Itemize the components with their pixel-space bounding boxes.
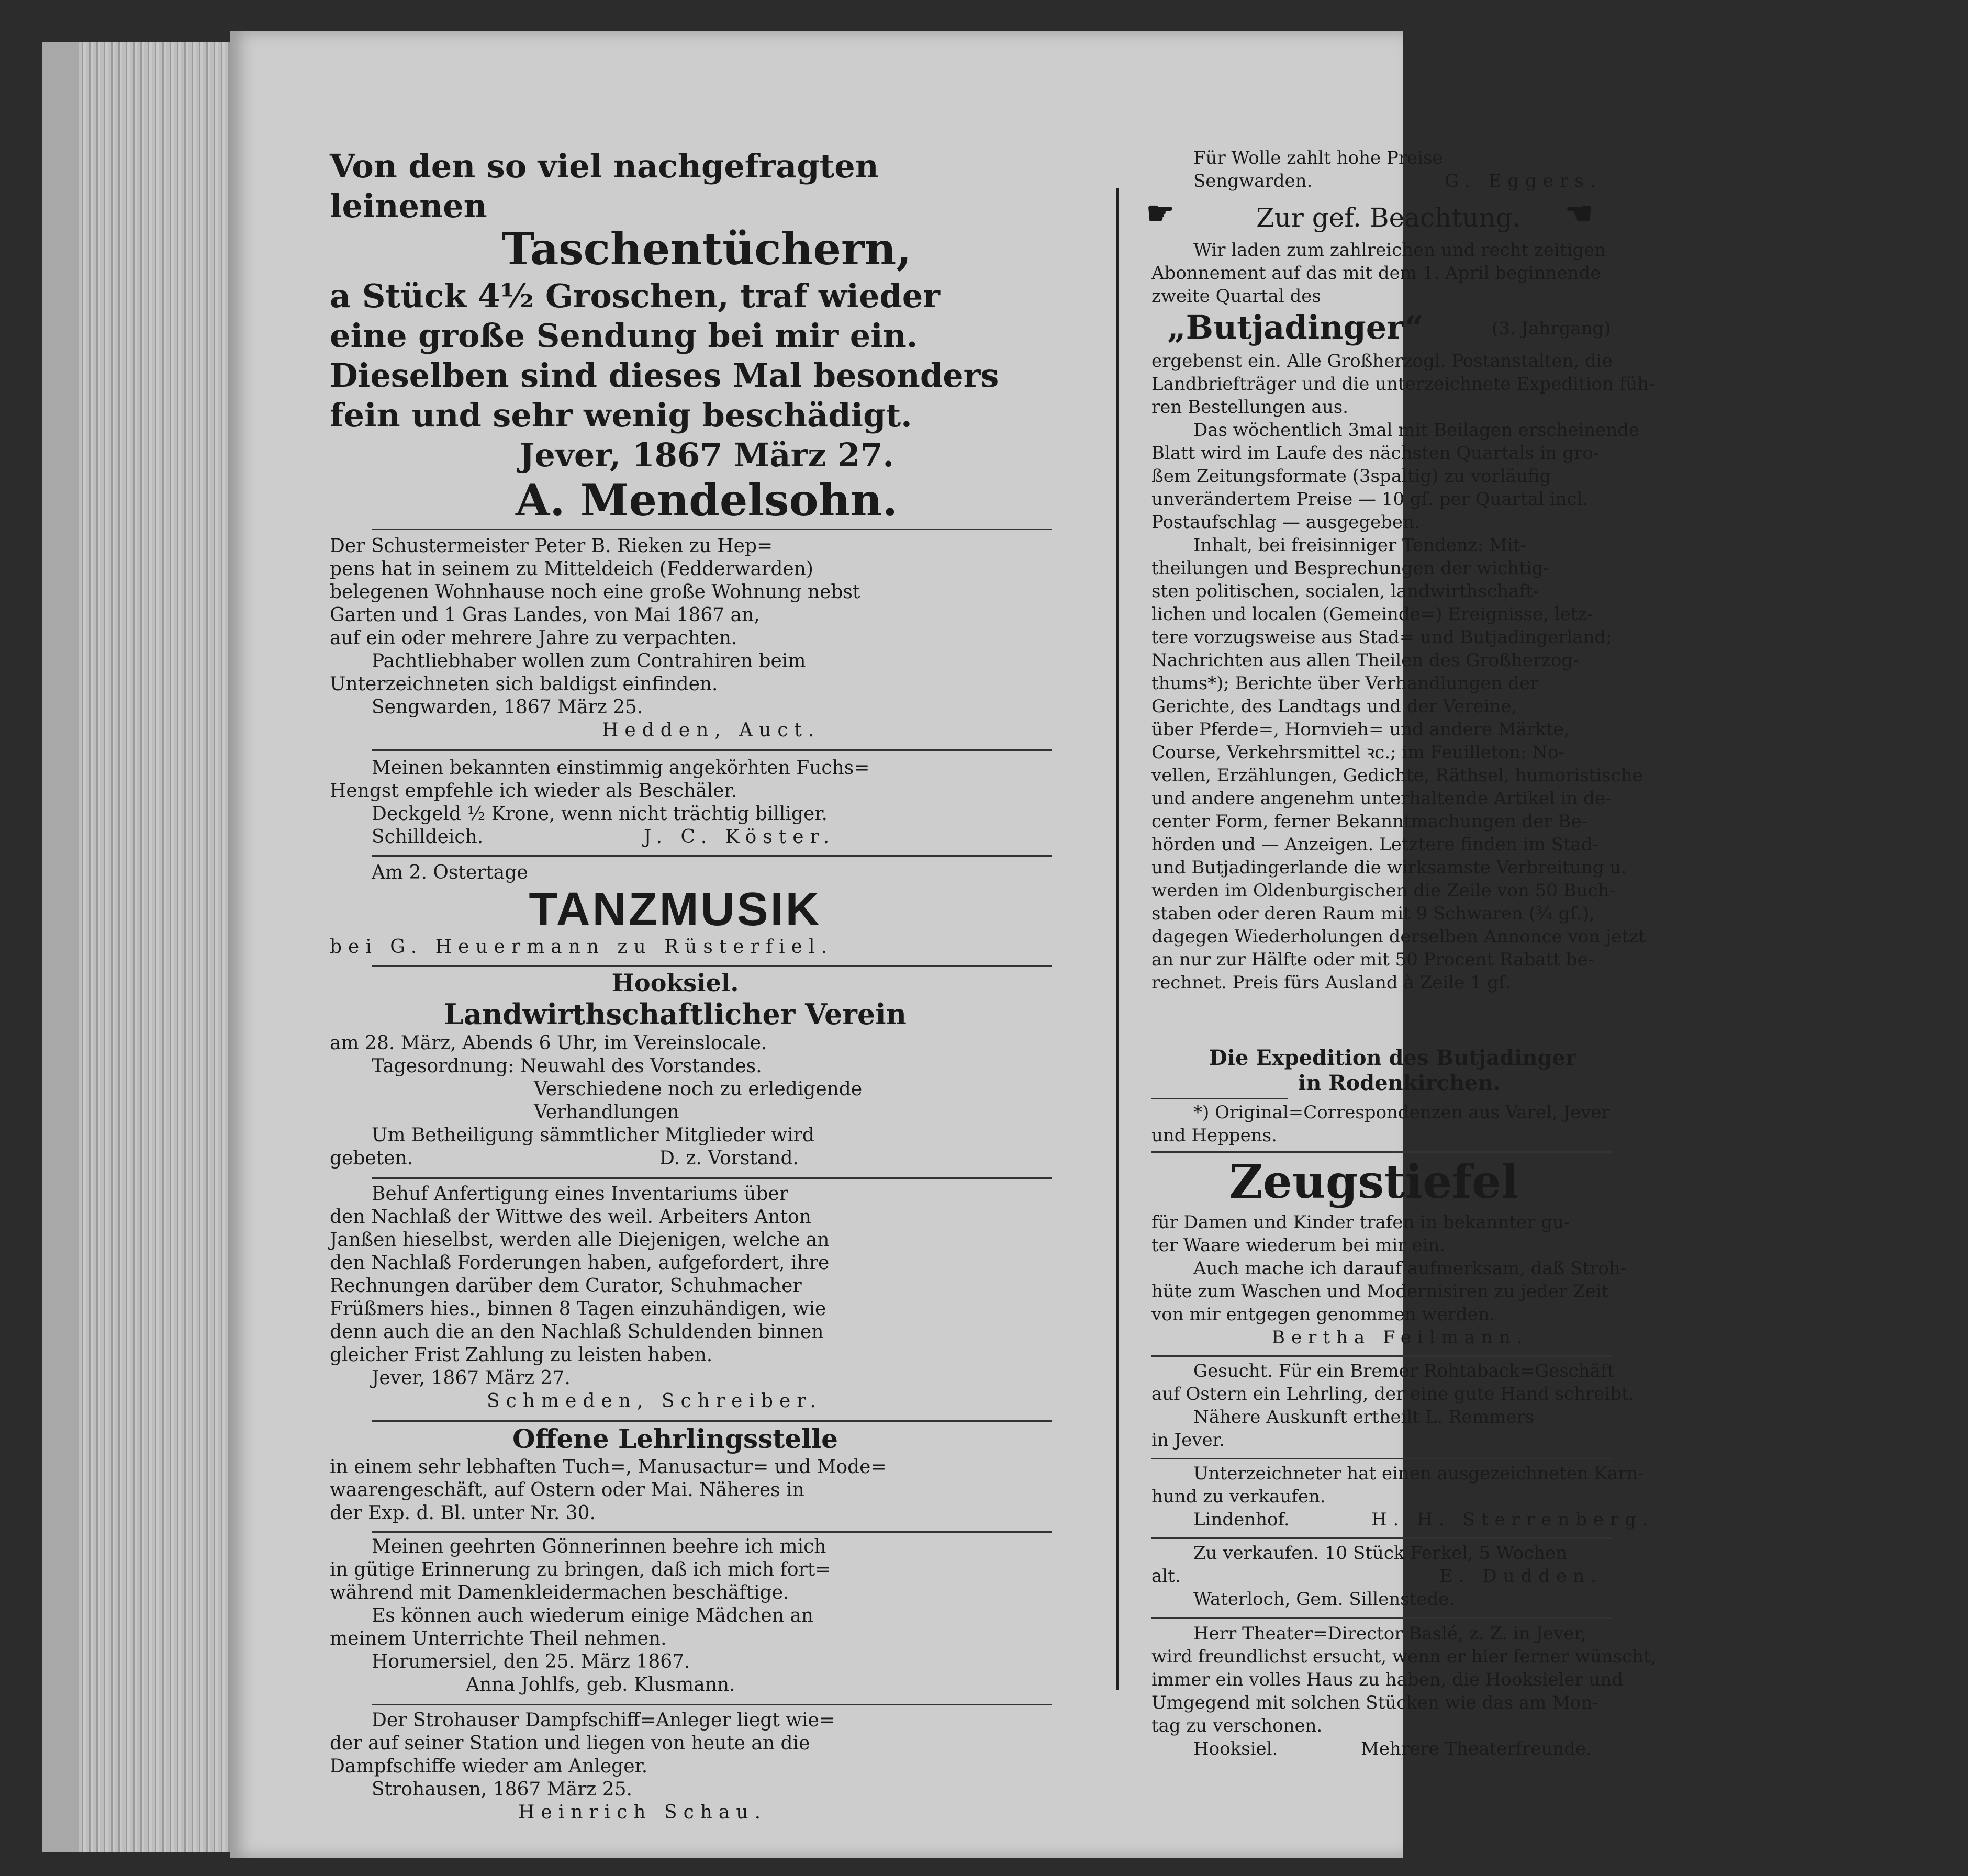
pointing-hand-right-icon: ☛ — [1146, 195, 1175, 232]
ad-line: hund zu verkaufen. — [1151, 1486, 1326, 1507]
ad-line: der Exp. d. Bl. unter Nr. 30. — [330, 1502, 596, 1524]
ad-line: Wir laden zum zahlreichen und recht zeitigen — [1193, 240, 1606, 261]
ad-line: bei G. Heuermann zu Rüsterfiel. — [330, 936, 833, 958]
ad-headline: TANZMUSIK — [529, 883, 822, 936]
ad-line: eine große Sendung bei mir ein. — [330, 317, 918, 355]
ad-line: dagegen Wiederholungen derselben Annonce von jetzt — [1151, 926, 1646, 947]
ad-line: über Pferde=, Hornvieh= und andere Märkte, — [1151, 719, 1570, 740]
ad-line: Von den so viel nachgefragten — [330, 147, 879, 185]
ad-line: an nur zur Hälfte oder mit 50 Procent Rabatt be- — [1151, 949, 1594, 970]
ad-line: und Butjadingerlande die wirksamste Verbreitung u. — [1151, 857, 1627, 878]
ad-line: Meinen bekannten einstimmig angekörhten Fuchs= — [372, 757, 870, 779]
separator — [372, 1177, 1052, 1179]
ad-headline: Zur gef. Beachtung. — [1256, 203, 1521, 233]
ad-line: Nähere Auskunft ertheilt L. Remmers — [1193, 1407, 1535, 1428]
newspaper-title: „Butjadinger“ — [1167, 308, 1424, 346]
ad-line: Inhalt, bei freisinniger Tendenz: Mit- — [1193, 535, 1526, 556]
ad-signature: Bertha Feilmann. — [1272, 1327, 1529, 1348]
ad-line: pens hat in seinem zu Mitteldeich (Fedderwarden) — [330, 558, 813, 580]
ad-line: waarengeschäft, auf Ostern oder Mai. Näheres in — [330, 1479, 804, 1501]
ad-line: Garten und 1 Gras Landes, von Mai 1867 an, — [330, 604, 760, 626]
ad-line: ter Waare wiederum bei mir ein. — [1151, 1235, 1446, 1256]
ad-line: Verschiedene noch zu erledigende — [534, 1079, 863, 1100]
ad-line: Sengwarden. — [1193, 171, 1313, 192]
ad-headline: Offene Lehrlingsstelle — [512, 1423, 838, 1454]
ad-signature: E. Dudden. — [1439, 1566, 1603, 1587]
ad-headline: Zeugstiefel — [1229, 1154, 1519, 1209]
pointing-hand-left-icon: ☚ — [1565, 195, 1593, 232]
ad-line: Horumersiel, den 25. März 1867. — [372, 1651, 690, 1672]
ad-line: Pachtliebhaber wollen zum Contrahiren beim — [372, 650, 806, 672]
separator — [372, 749, 1052, 751]
ad-line: Course, Verkehrsmittel ꝛc.; im Feuilleton: No- — [1151, 742, 1564, 763]
ad-line: Unterzeichneter hat einen ausgezeichneten Karn- — [1193, 1463, 1644, 1484]
ad-line: werden im Oldenburgischen die Zeile von 50 Buch- — [1151, 880, 1616, 901]
ad-line: Abonnement auf das mit dem 1. April beginnende — [1151, 263, 1601, 284]
ad-line: Auch mache ich darauf aufmerksam, daß Stroh- — [1193, 1258, 1627, 1279]
ad-line: Am 2. Ostertage — [372, 862, 528, 883]
separator — [1151, 1355, 1612, 1357]
ad-signature: J. C. Köster. — [644, 826, 836, 848]
ad-line: meinem Unterrichte Theil nehmen. — [330, 1628, 667, 1649]
ad-line: Tagesordnung: Neuwahl des Vorstandes. — [372, 1055, 762, 1077]
ad-line: lichen und localen (Gemeinde=) Ereignisse, letz- — [1151, 604, 1593, 625]
column-divider — [1116, 188, 1119, 1690]
ad-line: ergebenst ein. Alle Großherzogl. Postanstalten, die — [1151, 351, 1613, 372]
ad-line: alt. — [1151, 1566, 1181, 1587]
ad-line: denn auch die an den Nachlaß Schuldenden binnen — [330, 1321, 824, 1343]
ad-line: Sengwarden, 1867 März 25. — [372, 697, 643, 718]
ad-line: für Damen und Kinder trafen in bekannter gu- — [1151, 1212, 1570, 1233]
ad-line: Herr Theater=Director Baslé, z. Z. in Jever, — [1193, 1623, 1586, 1644]
ad-line: Jever, 1867 März 27. — [372, 1367, 571, 1389]
ad-line: Um Betheiligung sämmtlicher Mitglieder wird — [372, 1125, 814, 1146]
ad-line: Umgegend mit solchen Stücken wie das am Mon- — [1151, 1692, 1598, 1713]
separator — [1151, 1458, 1612, 1459]
ad-date: Jever, 1867 März 27. — [519, 436, 894, 474]
ad-line: gleicher Frist Zahlung zu leisten haben. — [330, 1344, 713, 1366]
ad-line: Gesucht. Für ein Bremer Rohtaback=Geschäft — [1193, 1361, 1615, 1381]
ad-line: gebeten. — [330, 1148, 413, 1169]
separator — [372, 965, 1052, 967]
separator — [1151, 1151, 1612, 1153]
ad-line: Waterloch, Gem. Sillenstede. — [1193, 1589, 1455, 1610]
separator — [372, 1420, 1052, 1422]
ad-line: ßem Zeitungsformate (3spaltig) zu vorläufig — [1151, 466, 1551, 487]
ad-line: Zu verkaufen. 10 Stück Ferkel, 5 Wochen — [1193, 1543, 1568, 1564]
ad-line: auf ein oder mehrere Jahre zu verpachten. — [330, 627, 737, 649]
ad-line: sten politischen, socialen, landwirthschaft- — [1151, 581, 1539, 602]
ad-line: fein und sehr wenig beschädigt. — [330, 396, 912, 434]
ad-line: a Stück 4½ Groschen, traf wieder — [330, 277, 940, 315]
ad-line: unverändertem Preise — 10 gſ. per Quartal incl. — [1151, 489, 1589, 510]
ad-line: der auf seiner Station und liegen von heute an die — [330, 1733, 810, 1754]
ad-line: Es können auch wiederum einige Mädchen an — [372, 1605, 813, 1626]
ad-line: Behuf Anfertigung eines Inventariums über — [372, 1183, 788, 1205]
ad-line: während mit Damenkleidermachen beschäftige. — [330, 1582, 789, 1603]
ad-line: den Nachlaß der Wittwe des weil. Arbeiters Anton — [330, 1206, 811, 1228]
separator — [372, 1704, 1052, 1705]
ad-line: Rechnungen darüber dem Curator, Schuhmacher — [330, 1275, 802, 1297]
separator — [372, 855, 1052, 857]
ad-line: Blatt wird im Laufe des nächsten Quartals in gro- — [1151, 443, 1600, 464]
ad-line: leinenen — [330, 187, 487, 225]
ad-signature: H. H. Sterrenberg. — [1371, 1509, 1654, 1530]
ad-line: Unterzeichneten sich baldigst einfinden. — [330, 673, 718, 695]
separator — [1151, 1617, 1612, 1619]
ad-signature: D. z. Vorstand. — [659, 1148, 799, 1169]
ad-line: Verhandlungen — [534, 1102, 679, 1123]
ad-line: (3. Jahrgang) — [1492, 318, 1611, 339]
ad-line: und andere angenehm unterhaltende Artikel in de- — [1151, 788, 1612, 809]
footnote: *) Original=Correspondenzen aus Varel, Jever — [1193, 1102, 1610, 1123]
footnote-rule — [1151, 1098, 1288, 1099]
ad-line: Dieselben sind dieses Mal besonders — [330, 356, 999, 395]
ad-signature: in Rodenkirchen. — [1298, 1071, 1501, 1095]
ad-line: ren Bestellungen aus. — [1151, 397, 1348, 418]
ad-signature: Anna Johlfs, geb. Klusmann. — [466, 1674, 735, 1695]
ad-line: Für Wolle zahlt hohe Preise — [1193, 148, 1443, 168]
ad-line: Deckgeld ½ Krone, wenn nicht trächtig billiger. — [372, 803, 828, 825]
footnote: und Heppens. — [1151, 1125, 1277, 1146]
newspaper-page — [230, 31, 1657, 1858]
ad-line: rechnet. Preis fürs Ausland à Zeile 1 gſ. — [1151, 972, 1511, 993]
ad-line: auf Ostern ein Lehrling, der eine gute Hand schreibt. — [1151, 1384, 1635, 1405]
ad-line: staben oder deren Raum mit 9 Schwaren (¾ gſ.), — [1151, 903, 1595, 924]
ad-line: Schilldeich. — [372, 826, 484, 848]
ad-signature: A. Mendelsohn. — [516, 474, 898, 526]
ad-line: vellen, Erzählungen, Gedichte, Räthsel, humoristische — [1151, 765, 1643, 786]
ad-line: center Form, ferner Bekanntmachungen der Be- — [1151, 811, 1588, 832]
ad-line: Früßmers hies., binnen 8 Tagen einzuhändigen, wie — [330, 1298, 826, 1320]
ad-line: Hooksiel. — [1193, 1738, 1278, 1759]
ad-line: Strohausen, 1867 März 25. — [372, 1779, 632, 1800]
ad-headline: Taschentüchern, — [501, 223, 912, 275]
ad-line: Gerichte, des Landtags und der Vereine, — [1151, 696, 1517, 717]
ad-signature: Die Expedition des Butjadinger — [1209, 1046, 1576, 1070]
ad-line: tere vorzugsweise aus Stad= und Butjadingerland; — [1151, 627, 1612, 648]
separator — [1151, 1537, 1612, 1539]
ad-line: Landbriefträger und die unterzeichnete Expedition füh- — [1151, 374, 1655, 395]
ad-signature: Heinrich Schau. — [518, 1802, 767, 1823]
ad-headline: Landwirthschaftlicher Verein — [444, 997, 907, 1031]
ad-line: thums*); Berichte über Verhandlungen der — [1151, 673, 1539, 694]
ad-line: von mir entgegen genommen werden. — [1151, 1304, 1495, 1325]
ad-line: theilungen und Besprechungen der wichtig- — [1151, 558, 1549, 579]
ad-line: in einem sehr lebhaften Tuch=, Manusactur= und Mode= — [330, 1456, 887, 1478]
ad-line: belegenen Wohnhause noch eine große Wohnung nebst — [330, 581, 860, 603]
ad-line: Meinen geehrten Gönnerinnen beehre ich mich — [372, 1536, 826, 1557]
ad-line: Postaufschlag — ausgegeben. — [1151, 512, 1420, 533]
separator — [372, 529, 1052, 530]
ad-signature: Mehrere Theaterfreunde. — [1361, 1738, 1592, 1759]
ad-line: Der Schustermeister Peter B. Rieken zu Hep= — [330, 535, 773, 557]
ad-line: am 28. März, Abends 6 Uhr, im Vereinslocale. — [330, 1032, 767, 1054]
ad-line: Dampfschiffe wieder am Anleger. — [330, 1756, 648, 1777]
ad-signature: G. Eggers. — [1445, 171, 1602, 192]
ad-signature: Hedden, Auct. — [602, 720, 821, 741]
ad-line: den Nachlaß Forderungen haben, aufgefordert, ihre — [330, 1252, 830, 1274]
ad-line: hörden und — Anzeigen. Letztere finden im Stad- — [1151, 834, 1598, 855]
ad-line: Der Strohauser Dampfschiff=Anleger liegt wie= — [372, 1710, 835, 1731]
ad-location: Hooksiel. — [611, 969, 739, 997]
ad-line: zweite Quartal des — [1151, 286, 1321, 307]
ad-line: hüte zum Waschen und Modernisiren zu jeder Zeit — [1151, 1281, 1609, 1302]
ad-line: Lindenhof. — [1193, 1509, 1290, 1530]
ad-line: in gütige Erinnerung zu bringen, daß ich mich fort= — [330, 1559, 831, 1580]
ad-line: wird freundlichst ersucht, wenn er hier ferner wünscht, — [1151, 1646, 1657, 1667]
ad-line: tag zu verschonen. — [1151, 1715, 1323, 1736]
ad-line: in Jever. — [1151, 1430, 1225, 1451]
ad-signature: Schmeden, Schreiber. — [487, 1390, 822, 1412]
ad-line: Nachrichten aus allen Theilen des Großherzog- — [1151, 650, 1579, 671]
ad-line: Janßen hieselbst, werden alle Diejenigen, welche an — [330, 1229, 830, 1251]
separator — [372, 1531, 1052, 1533]
ad-line: immer ein volles Haus zu haben, die Hooksieler und — [1151, 1669, 1624, 1690]
ad-line: Das wöchentlich 3mal mit Beilagen erscheinende — [1193, 420, 1640, 441]
ad-line: Hengst empfehle ich wieder als Beschäler. — [330, 780, 737, 802]
